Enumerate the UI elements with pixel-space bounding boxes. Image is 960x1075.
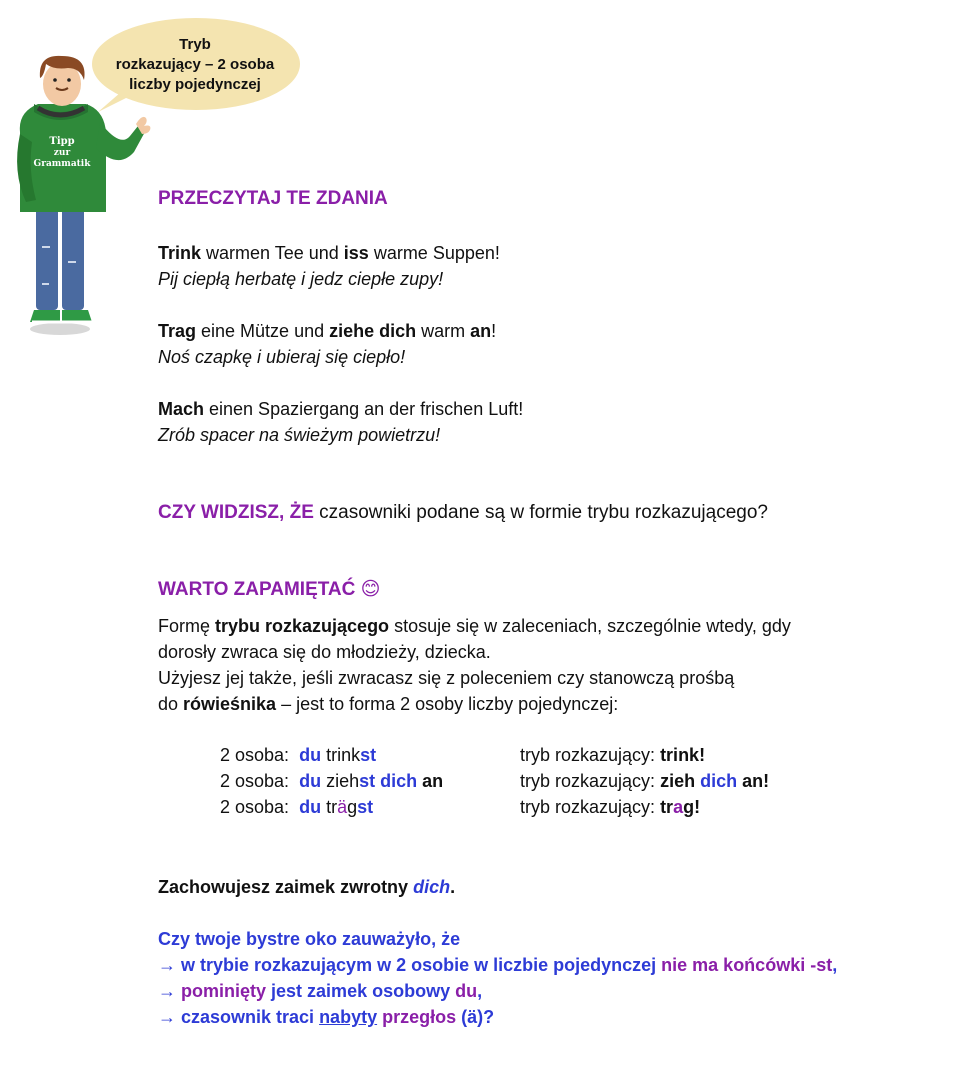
remember-paragraph-line-3: Użyjesz jej także, jeśli zwracasz się z poleceniem czy stanowczą prośbą [158, 668, 735, 688]
notice-title: Czy twoje bystre oko zauważyło, że [158, 929, 461, 949]
sentence-2: Trag eine Mütze und ziehe dich warm an! [158, 321, 497, 341]
remember-paragraph-line-4: do rówieśnika – jest to forma 2 osoby liczby pojedynczej: [158, 694, 619, 714]
arrow-right-icon: → [158, 955, 176, 975]
verb-row-1-form: 2 osoba: du trinkst [220, 745, 377, 765]
see-question: CZY WIDZISZ, ŻE czasowniki podane są w formie trybu rozkazującego? [158, 502, 768, 523]
arrow-right-icon: → [158, 981, 176, 1001]
sentence-3: Mach einen Spaziergang an der frischen Luft! [158, 399, 524, 419]
notice-line-2: → pominięty jest zaimek osobowy du, [158, 981, 483, 1001]
sentence-1: Trink warmen Tee und iss warme Suppen! [158, 243, 500, 263]
sentence-2-translation: Noś czapkę i ubieraj się ciepło! [158, 347, 406, 367]
speech-bubble-text: Tryb rozkazujący – 2 osoba liczby pojedynczej [115, 36, 275, 93]
verb-row-1-imperative: tryb rozkazujący: trink! [520, 745, 706, 765]
verb-row-2-imperative: tryb rozkazujący: zieh dich an! [520, 771, 770, 791]
notice-line-3: → czasownik traci nabyty przegłos (ä)? [158, 1007, 495, 1027]
verb-row-3-imperative: tryb rozkazujący: trag! [520, 797, 701, 817]
hoodie-text-line2: zur [53, 148, 71, 158]
sentence-1-translation: Pij ciepłą herbatę i jedz ciepłe zupy! [158, 269, 444, 289]
boy-character-illustration [8, 52, 158, 342]
reflexive-note: Zachowujesz zaimek zwrotny dich. [158, 877, 456, 897]
notice-line-1: → w trybie rozkazującym w 2 osobie w liczbie pojedynczej nie ma końcówki -st, [158, 955, 838, 975]
hoodie-text-line3: Grammatik [33, 159, 91, 169]
smile-emoji-icon: 😊 [360, 579, 381, 600]
heading-remember: WARTO ZAPAMIĘTAĆ 😊 [158, 579, 381, 600]
remember-paragraph-line-2: dorosły zwraca się do młodzieży, dziecka. [158, 642, 491, 662]
remember-paragraph-line-1: Formę trybu rozkazującego stosuje się w zaleceniach, szczególnie wtedy, gdy [158, 616, 791, 636]
arrow-right-icon: → [158, 1007, 176, 1027]
sentence-3-translation: Zrób spacer na świeżym powietrzu! [158, 425, 441, 445]
hoodie-text-line1: Tipp [49, 136, 75, 147]
verb-row-2-form: 2 osoba: du ziehst dich an [220, 771, 444, 791]
heading-read: PRZECZYTAJ TE ZDANIA [158, 188, 388, 209]
verb-row-3-form: 2 osoba: du trägst [220, 797, 374, 817]
